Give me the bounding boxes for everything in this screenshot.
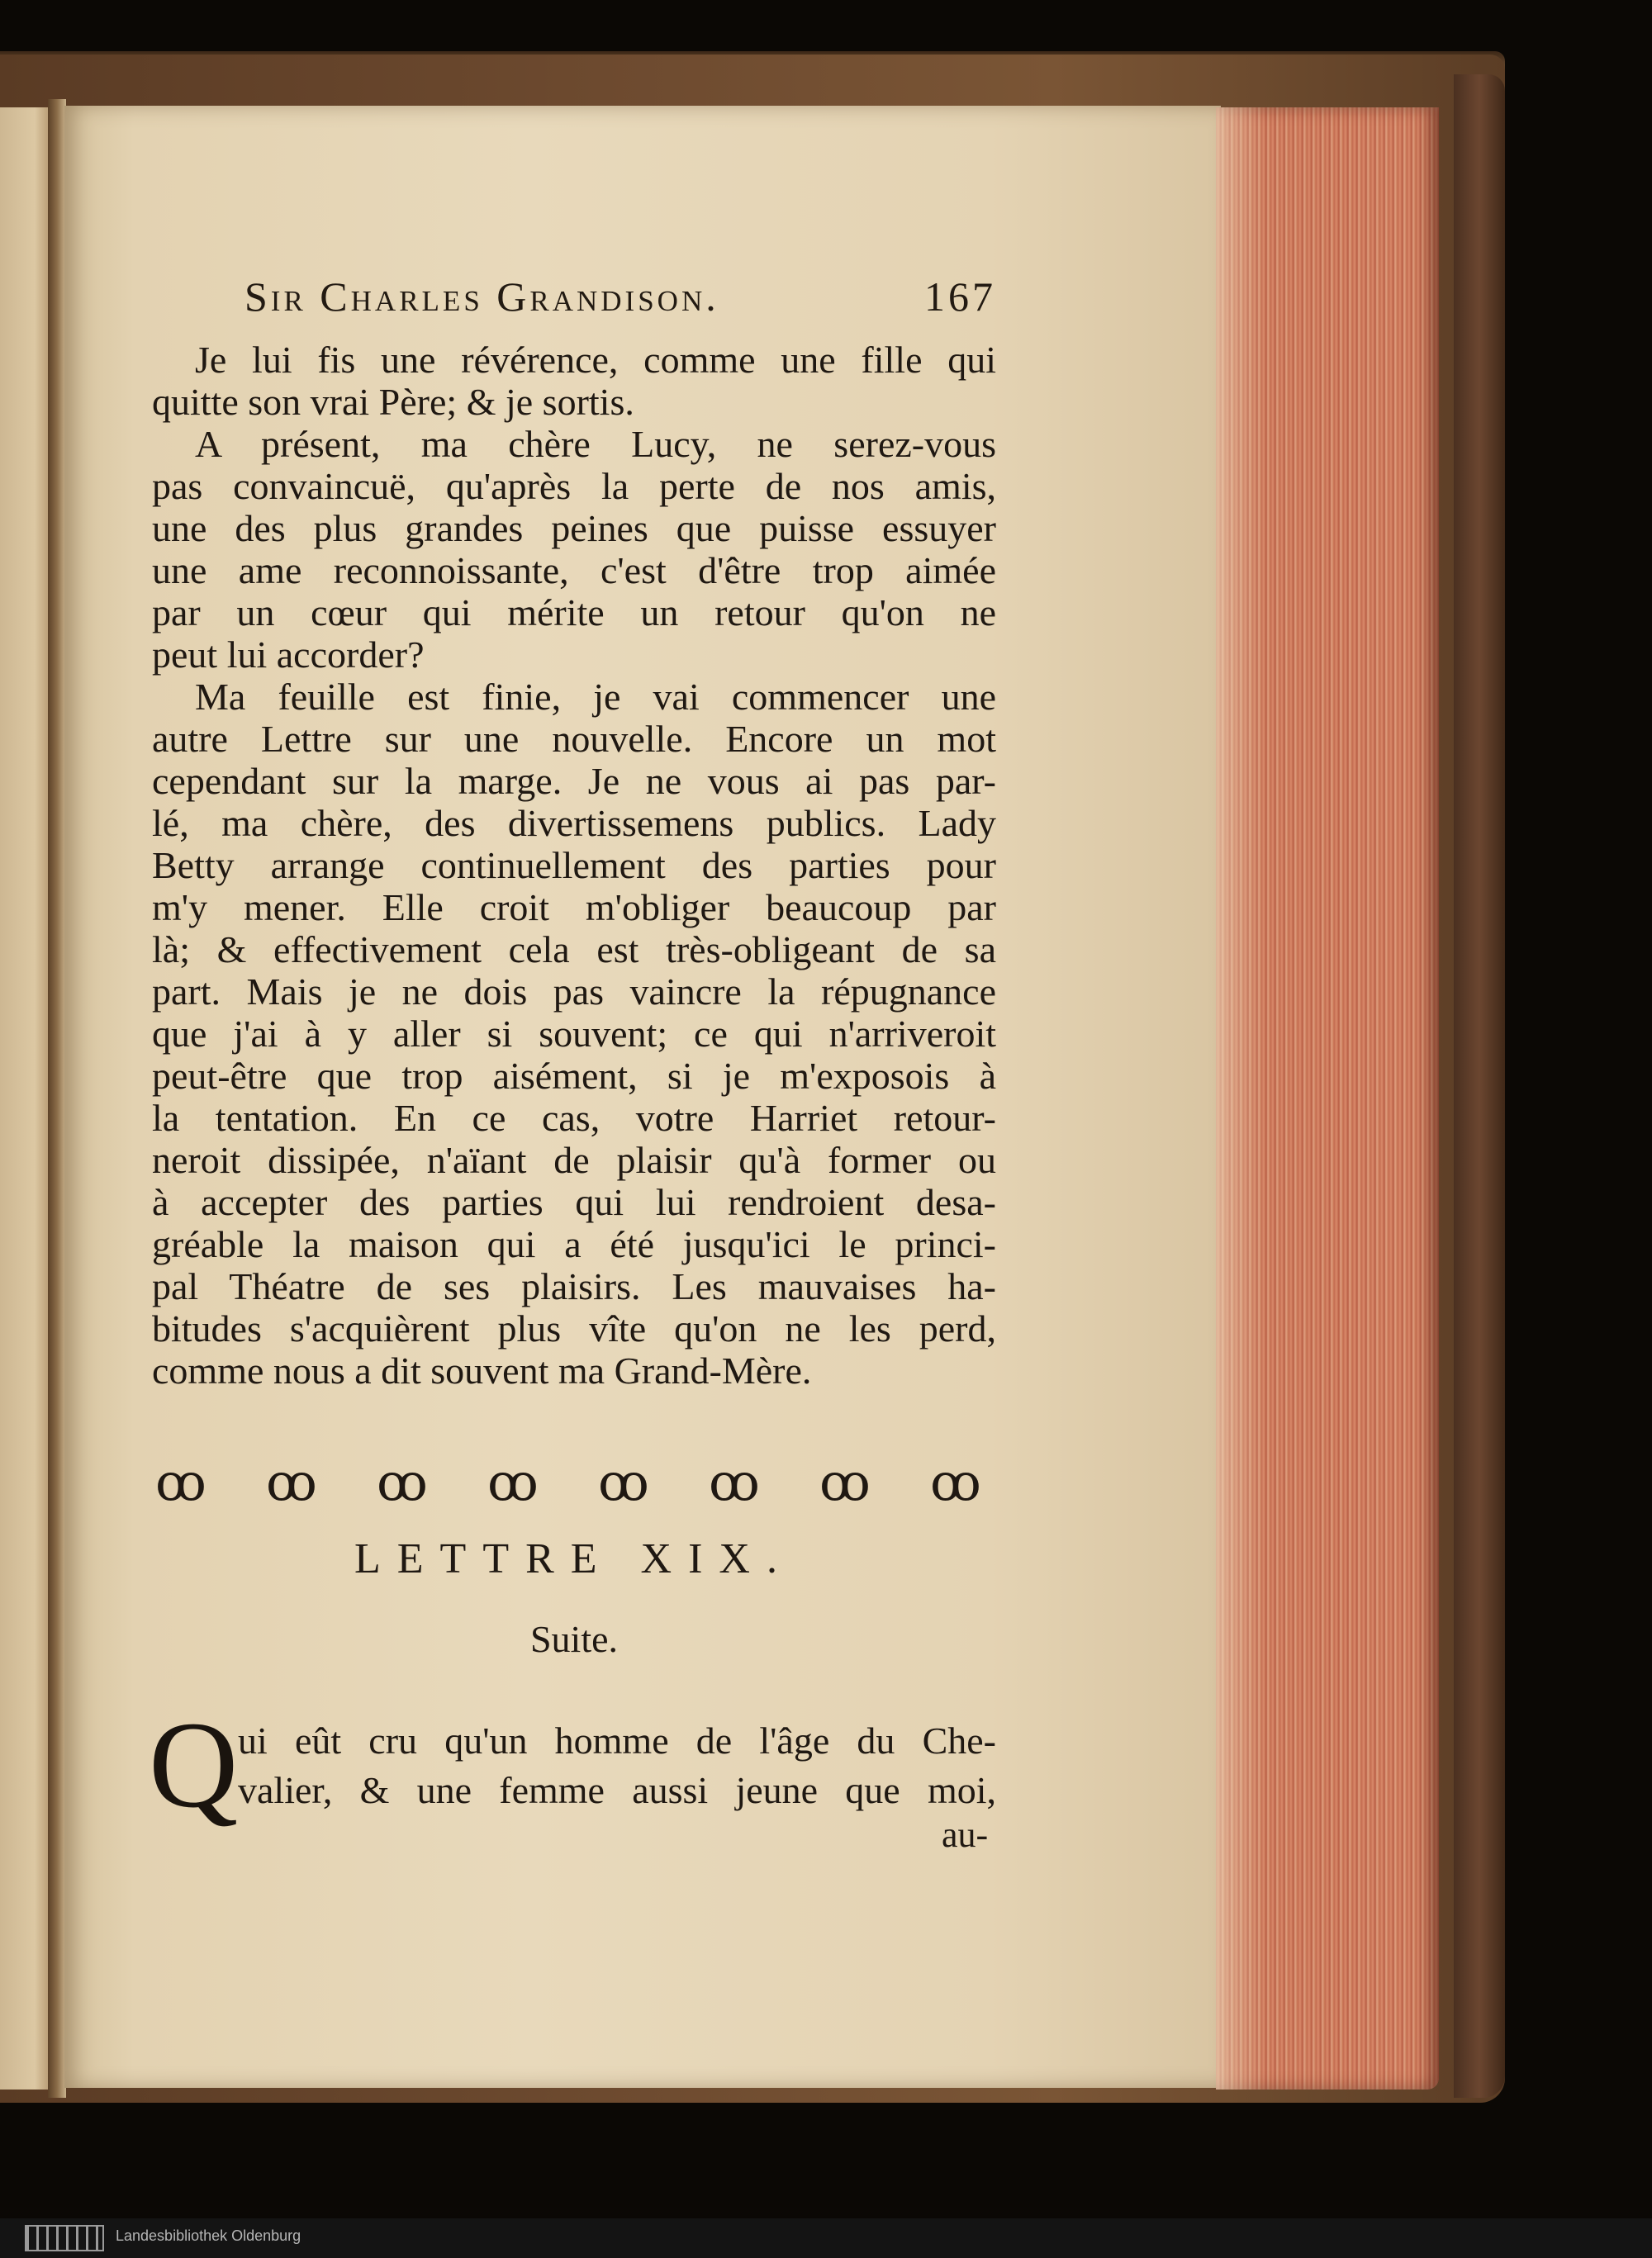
text-line: comme nous a dit souvent ma Grand-Mère.: [152, 1350, 812, 1392]
text-line: là; & effectivement cela est très-obligeant de sa: [152, 928, 996, 970]
body-text: [152, 339, 996, 1392]
text-line: autre Lettre sur une nouvelle. Encore un mot: [152, 718, 996, 760]
text-line: part. Mais je ne dois pas vaincre la répugnance: [152, 970, 996, 1013]
text-line: pas convaincuë, qu'après la perte de nos amis,: [152, 465, 996, 507]
text-line: valier, & une femme aussi jeune que moi,: [238, 1769, 996, 1811]
text-line: peut lui accorder?: [152, 633, 425, 676]
text-line: pal Théatre de ses plaisirs. Les mauvaises ha-: [152, 1265, 996, 1307]
library-logo-icon: [25, 2225, 104, 2251]
letter-title: LETTRE XIX.: [354, 1535, 794, 1582]
library-name: Landesbibliothek Oldenburg: [116, 2227, 301, 2244]
text-line: lé, ma chère, des divertissemens publics. Lady: [152, 802, 996, 844]
running-head: [244, 273, 996, 330]
text-line: ui eût cru qu'un homme de l'âge du Che-: [238, 1720, 996, 1762]
ornament-icon: ꝏ: [155, 1452, 206, 1512]
book-cover-spine-edge: [1454, 74, 1505, 2098]
ornament-icon: ꝏ: [487, 1452, 539, 1512]
text-line: m'y mener. Elle croit m'obliger beaucoup par: [152, 886, 996, 928]
ornament-icon: ꝏ: [377, 1452, 428, 1512]
text-line: Ma feuille est finie, je vai commencer une: [195, 676, 996, 718]
letter-subtitle: Suite.: [529, 1618, 619, 1660]
text-line: quitte son vrai Père; & je sortis.: [152, 381, 634, 423]
text-line: la tentation. En ce cas, votre Harriet retour-: [152, 1097, 996, 1139]
text-line: bitudes s'acquièrent plus vîte qu'on ne les perd,: [152, 1307, 996, 1350]
page-fore-edges-shade: [1216, 107, 1265, 2090]
text-line: que j'ai à y aller si souvent; ce qui n'arriveroit: [152, 1013, 996, 1055]
text-line: cependant sur la marge. Je ne vous ai pas par-: [152, 760, 996, 802]
drop-cap: Q: [149, 1696, 239, 1833]
ornament-icon: ꝏ: [709, 1452, 760, 1512]
text-line: peut-être que trop aisément, si je m'exposois à: [152, 1055, 996, 1097]
text-line: à accepter des parties qui lui rendroient desa-: [152, 1181, 996, 1223]
text-line: gréable la maison qui a été jusqu'ici le princi-: [152, 1223, 996, 1265]
text-line: par un cœur qui mérite un retour qu'on ne: [152, 591, 996, 633]
ornament-icon: ꝏ: [266, 1452, 317, 1512]
text-line: Je lui fis une révérence, comme une fille qui: [195, 339, 996, 381]
text-line: neroit dissipée, n'aïant de plaisir qu'à former ou: [152, 1139, 996, 1181]
ornament-icon: ꝏ: [930, 1452, 981, 1512]
running-head-title: Sir Charles Grandison.: [244, 273, 719, 320]
text-line: Betty arrange continuellement des parties pour: [152, 844, 996, 886]
ornament-row: [155, 1452, 981, 1510]
text-line: A présent, ma chère Lucy, ne serez-vous: [195, 423, 996, 465]
text-line: une des plus grandes peines que puisse essuyer: [152, 507, 996, 549]
ornament-icon: ꝏ: [819, 1452, 871, 1512]
footer-bar: [0, 2218, 1652, 2258]
ornament-icon: ꝏ: [598, 1452, 649, 1512]
page-number: 167: [924, 273, 996, 320]
opening-paragraph: [238, 1716, 996, 1815]
page-gutter: [48, 99, 66, 2098]
text-line: une ame reconnoissante, c'est d'être trop aimée: [152, 549, 996, 591]
previous-page-edge: [0, 107, 50, 2090]
catchword: au-: [942, 1814, 989, 1855]
